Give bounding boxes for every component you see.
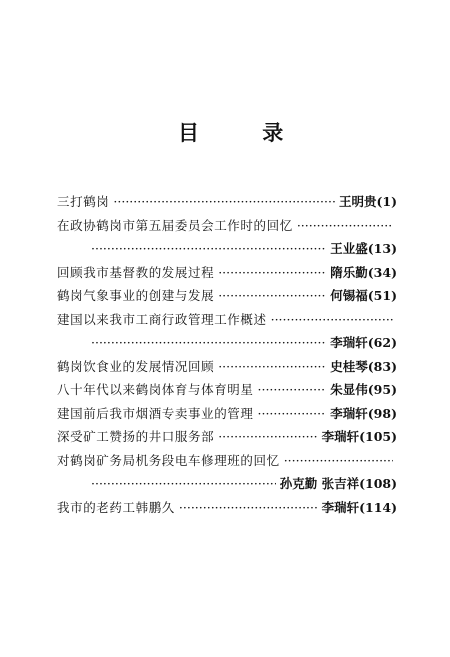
toc-entry (57, 261, 397, 285)
entry-page: (51) (367, 288, 397, 303)
toc-entry (57, 449, 397, 473)
page-title: 目 录 (178, 121, 312, 145)
toc-entry-continuation (57, 237, 397, 261)
entry-page: (105) (359, 429, 397, 444)
dot-leader (284, 449, 393, 473)
toc-entry (57, 284, 397, 308)
entry-page: (114) (359, 499, 397, 515)
entry-title: 建国前后我市烟酒专卖事业的管理 (57, 405, 254, 421)
dot-leader (113, 190, 335, 214)
toc-entry (57, 190, 397, 214)
entry-author: 孙克勤 张吉祥 (279, 476, 360, 491)
entry-author: 何锡福 (330, 288, 368, 303)
entry-title: 深受矿工赞扬的井口服务部 (57, 429, 215, 444)
entry-title: 回顾我市基督教的发展过程 (57, 264, 215, 280)
dot-leader (258, 378, 327, 402)
entry-page: (95) (367, 382, 397, 397)
entry-page: (62) (367, 335, 397, 350)
entry-page: (98) (367, 405, 397, 421)
entry-page: (108) (359, 476, 397, 491)
entry-author: 王业盛 (330, 241, 368, 256)
dot-leader (218, 355, 326, 379)
entry-title: 三打鹤岗 (57, 194, 110, 209)
toc-entry (57, 355, 397, 379)
entry-title: 鹤岗气象事业的创建与发展 (57, 288, 215, 303)
toc-entry (57, 402, 397, 426)
dot-leader (218, 261, 326, 285)
entry-page: (13) (367, 241, 397, 256)
entry-page: (1) (376, 194, 397, 209)
dot-leader (91, 237, 326, 261)
entry-title: 八十年代以来鹤岗体育与体育明星 (57, 382, 254, 397)
toc-entry-continuation (57, 331, 397, 355)
dot-leader (258, 402, 327, 426)
entry-title: 鹤岗饮食业的发展情况回顾 (57, 358, 215, 374)
entry-author: 隋乐勤 (330, 264, 368, 280)
dot-leader (91, 331, 326, 355)
table-of-contents (57, 190, 397, 519)
entry-author: 李瑞轩 (330, 335, 368, 350)
dot-leader (218, 284, 326, 308)
entry-title: 建国以来我市工商行政管理工作概述 (57, 311, 267, 327)
dot-leader (271, 308, 393, 332)
dot-leader (218, 425, 317, 449)
entry-author: 王明贵 (338, 194, 377, 209)
entry-author: 史桂琴 (330, 358, 368, 374)
toc-entry-continuation (57, 472, 397, 496)
entry-author: 朱显伟 (330, 382, 368, 397)
entry-title: 在政协鹤岗市第五届委员会工作时的回忆 (57, 217, 293, 233)
toc-entry (57, 425, 397, 449)
dot-leader (179, 496, 318, 520)
dot-leader (297, 214, 393, 238)
entry-page: (34) (367, 264, 397, 280)
entry-author: 李瑞轩 (321, 499, 360, 515)
entry-page: (83) (367, 358, 397, 374)
entry-title: 我市的老药工韩鹏久 (57, 499, 175, 515)
entry-author: 李瑞轩 (321, 429, 360, 444)
toc-entry (57, 496, 397, 520)
entry-title: 对鹤岗矿务局机务段电车修理班的回忆 (57, 452, 280, 468)
toc-entry (57, 308, 397, 332)
entry-author: 李瑞轩 (330, 405, 368, 421)
toc-entry (57, 378, 397, 402)
dot-leader (91, 472, 276, 496)
toc-entry (57, 214, 397, 238)
